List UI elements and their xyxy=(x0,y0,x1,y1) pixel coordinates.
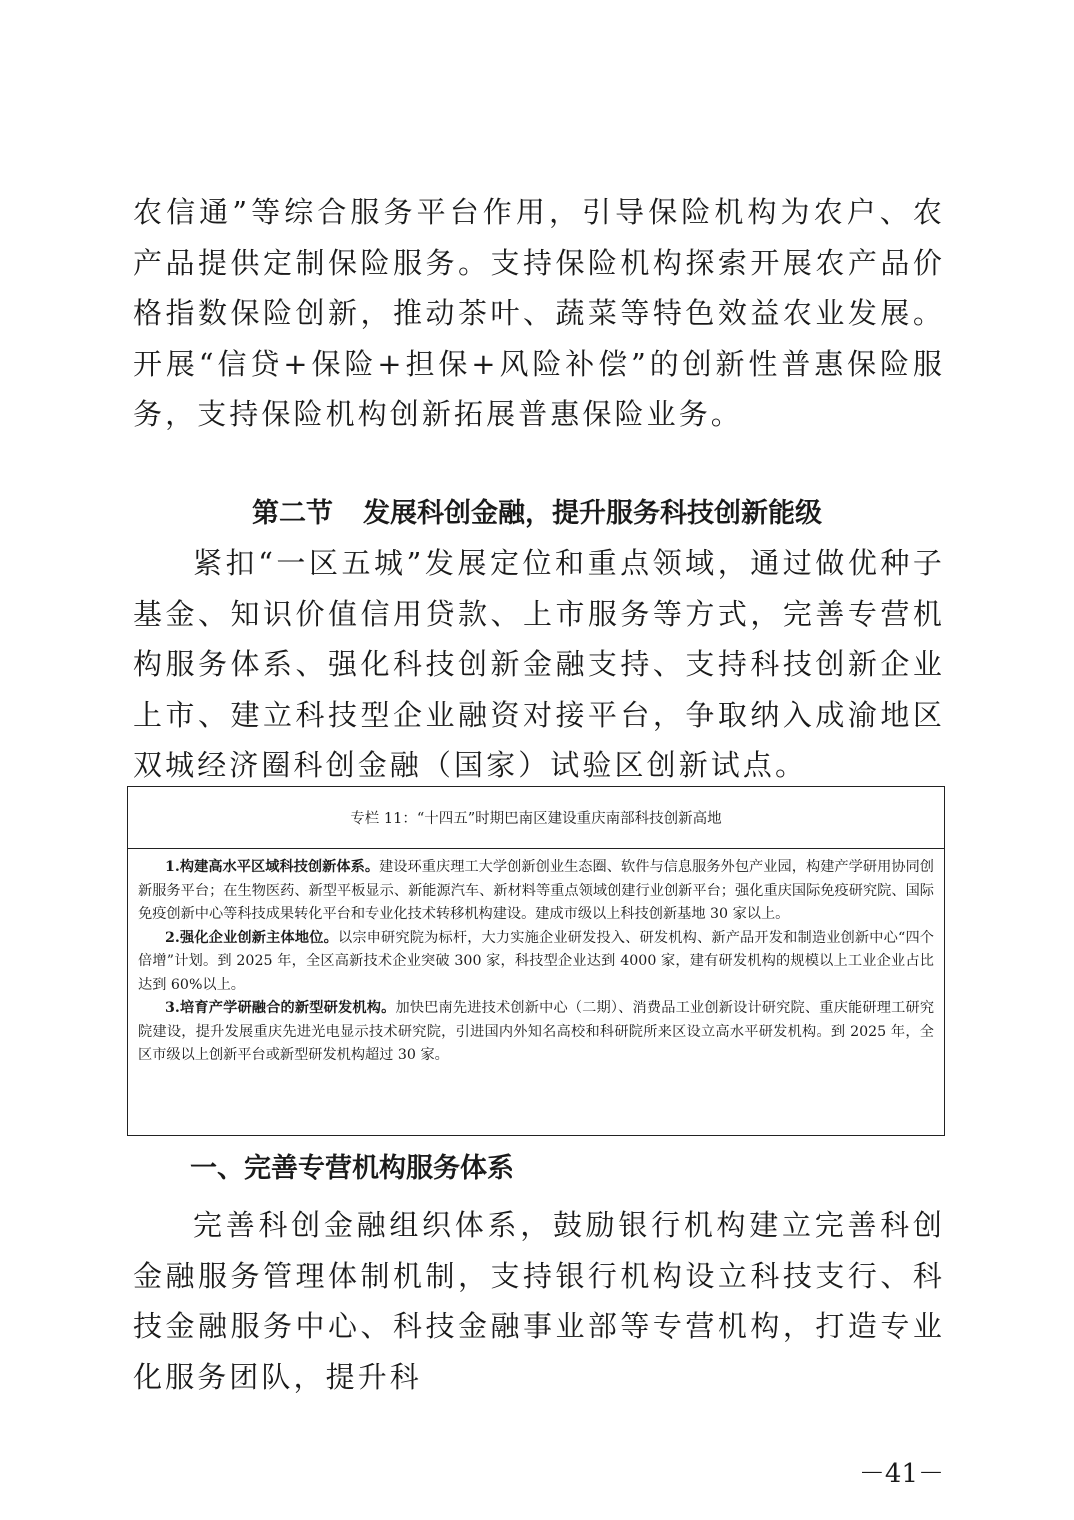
intro-paragraph: 农信通”等综合服务平台作用，引导保险机构为农户、农产品提供定制保险服务。支持保险机构探索开展农产品价格指数保险创新，推动茶叶、蔬菜等特色效益农业发展。开展“信贷+保险+担保+风险补偿”的创新性普惠保险服务，支持保险机构创新拓展普惠保险业务。 xyxy=(133,195,945,432)
subsection-paragraph: 完善科创金融组织体系，鼓励银行机构建立完善科创金融服务管理体制机制，支持银行机构设立科技支行、科技金融服务中心、科技金融事业部等专营机构，打造专业化服务团队，提升科 xyxy=(133,1208,945,1394)
section-title: 发展科创金融，提升服务科技创新能级 xyxy=(363,498,822,529)
column-box-body xyxy=(138,856,934,1068)
column-item-text: 以宗申研究院为标杆，大力实施企业研发投入、研发机构、新产品开发和制造业创新中心“四个倍增”计划。到 2025 年，全区高新技术企业突破 300 家，科技型企业达到 4000 家，建有研发机构的规模以上工业企业占比达到 60%以上。 xyxy=(138,929,934,993)
section-heading xyxy=(0,494,1074,534)
column-item xyxy=(138,856,934,927)
column-item-text: 加快巴南先进技术创新中心（二期）、消费品工业创新设计研究院、重庆能研理工研究院建设，提升发展重庆先进光电显示技术研究院，引进国内外知名高校和科研院所来区设立高水平研发机构。到 2025 年，全区市级以上创新平台或新型研发机构超过 30 家。 xyxy=(138,1000,935,1063)
column-box-title: 专栏 11：“十四五”时期巴南区建设重庆南部科技创新高地 xyxy=(128,787,944,849)
column-item xyxy=(138,997,934,1068)
column-item-text: 建设环重庆理工大学创新创业生态圈、软件与信息服务外包产业园，构建产学研用协同创新服务平台；在生物医药、新型平板显示、新能源汽车、新材料等重点领域创建行业创新平台；强化重庆国际免疫研究院、国际免疫创新中心等科技成果转化平台和专业化技术转移机构建设。建成市级以上科技创新基地 30 家以上。 xyxy=(138,859,934,922)
section-number: 第二节 xyxy=(252,498,333,529)
section-paragraph: 紧扣“一区五城”发展定位和重点领域，通过做优种子基金、知识价值信用贷款、上市服务等方式，完善专营机构服务体系、强化科技创新金融支持、支持科技创新企业上市、建立科技型企业融资对接平台，争取纳入成渝地区双城经济圈科创金融（国家）试验区创新试点。 xyxy=(133,546,945,783)
page-number: －41－ xyxy=(858,1459,944,1489)
column-box xyxy=(127,786,945,1136)
column-item-heading: 2.强化企业创新主体地位。 xyxy=(165,929,338,946)
column-item-heading: 3.培育产学研融合的新型研发机构。 xyxy=(165,1000,396,1016)
subsection-heading: 一、完善专营机构服务体系 xyxy=(190,1153,514,1184)
column-item-heading: 1.构建高水平区域科技创新体系。 xyxy=(165,859,380,875)
column-item xyxy=(138,927,934,998)
